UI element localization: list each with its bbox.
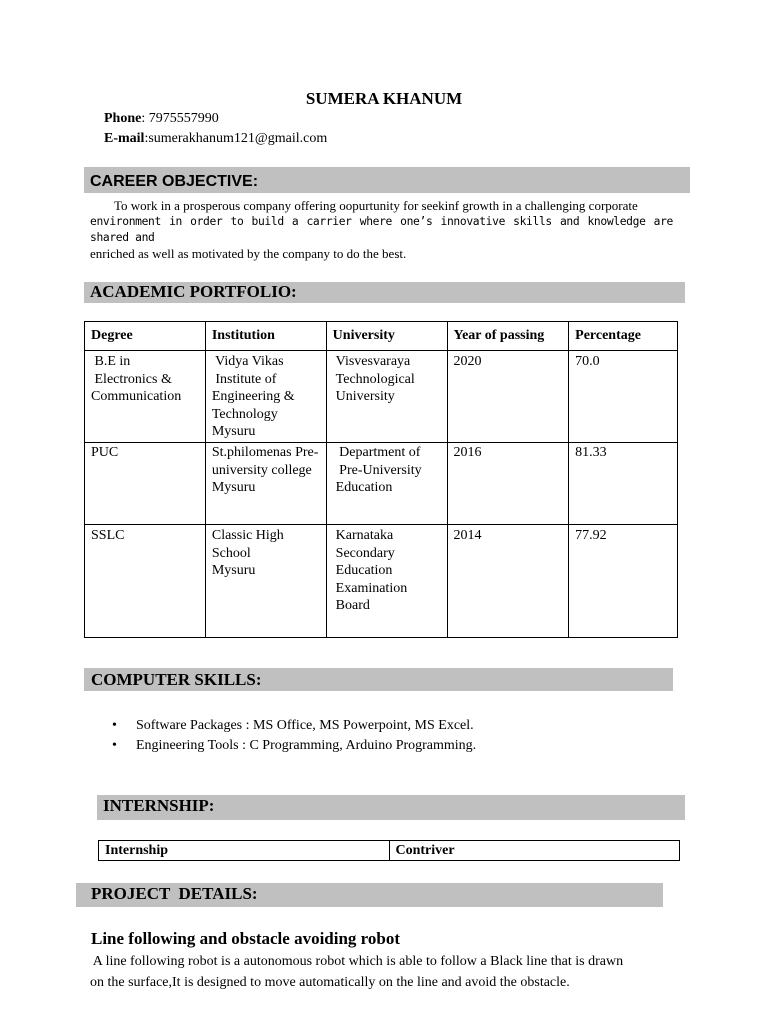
bullet-icon: •: [112, 718, 117, 733]
phone-value: : 7975557990: [141, 111, 219, 126]
bullet-icon: •: [112, 738, 117, 753]
degree-cell: PUC: [85, 443, 206, 525]
table-row: [85, 351, 678, 443]
career-objective-text: [90, 198, 673, 262]
career-objective-heading: CAREER OBJECTIVE:: [90, 173, 259, 190]
table-row: [85, 443, 678, 525]
project-details-heading: PROJECT DETAILS:: [91, 884, 258, 903]
career-line-3: enriched as well as motivated by the company to do the best.: [90, 246, 407, 261]
email-line: [104, 131, 327, 147]
year-cell: 2020: [447, 351, 569, 443]
header-institution: Institution: [205, 322, 326, 351]
header-degree: Degree: [85, 322, 206, 351]
degree-cell: SSLC: [85, 525, 206, 638]
internship-heading: INTERNSHIP:: [103, 796, 215, 815]
project-title: Line following and obstacle avoiding robot: [91, 929, 401, 948]
skills-list: [112, 716, 476, 756]
year-cell: 2016: [447, 443, 569, 525]
list-item: [112, 716, 476, 736]
institution-cell: Vidya Vikas Institute of Engineering & Technology Mysuru: [205, 351, 326, 443]
computer-skills-heading: COMPUTER SKILLS:: [91, 670, 262, 689]
career-line-2: environment in order to build a carrier where one’s innovative skills and knowledge are shared and: [90, 215, 673, 244]
header-university: University: [326, 322, 447, 351]
project-line-1: A line following robot is a autonomous robot which is able to follow a Black line that is drawn: [90, 954, 624, 969]
phone-label: Phone: [104, 111, 142, 126]
academic-header-row: [85, 322, 678, 351]
header-percentage: Percentage: [569, 322, 678, 351]
university-cell: Karnataka Secondary Education Examination Board: [326, 525, 447, 638]
table-row: [99, 841, 680, 861]
institution-cell: St.philomenas Pre- university college Mysuru: [205, 443, 326, 525]
skill-software-packages: Software Packages : MS Office, MS Powerpoint, MS Excel.: [136, 718, 474, 733]
percentage-cell: 70.0: [569, 351, 678, 443]
email-label: E-mail: [104, 131, 145, 146]
project-description: [90, 951, 670, 993]
skill-engineering-tools: Engineering Tools : C Programming, Arduino Programming.: [136, 738, 477, 753]
career-line-1: To work in a prosperous company offering oopurtunity for seekinf growth in a challenging corporate: [114, 198, 638, 213]
internship-label-cell: Internship: [99, 841, 390, 861]
percentage-cell: 77.92: [569, 525, 678, 638]
email-value: :sumerakhanum121@gmail.com: [144, 131, 328, 146]
year-cell: 2014: [447, 525, 569, 638]
academic-portfolio-heading: ACADEMIC PORTFOLIO:: [90, 282, 297, 301]
university-cell: Department of Pre-University Education: [326, 443, 447, 525]
resume-name: SUMERA KHANUM: [305, 89, 463, 108]
internship-company-cell: Contriver: [389, 841, 680, 861]
percentage-cell: 81.33: [569, 443, 678, 525]
table-row: [85, 525, 678, 638]
institution-cell: Classic High School Mysuru: [205, 525, 326, 638]
academic-table: [84, 321, 678, 638]
project-line-2: on the surface,It is designed to move automatically on the line and avoid the obstacle.: [90, 975, 570, 990]
degree-cell: B.E in Electronics & Communication: [85, 351, 206, 443]
phone-line: [104, 111, 219, 127]
list-item: [112, 736, 476, 756]
header-year: Year of passing: [447, 322, 569, 351]
internship-table: [98, 840, 680, 861]
university-cell: Visvesvaraya Technological University: [326, 351, 447, 443]
